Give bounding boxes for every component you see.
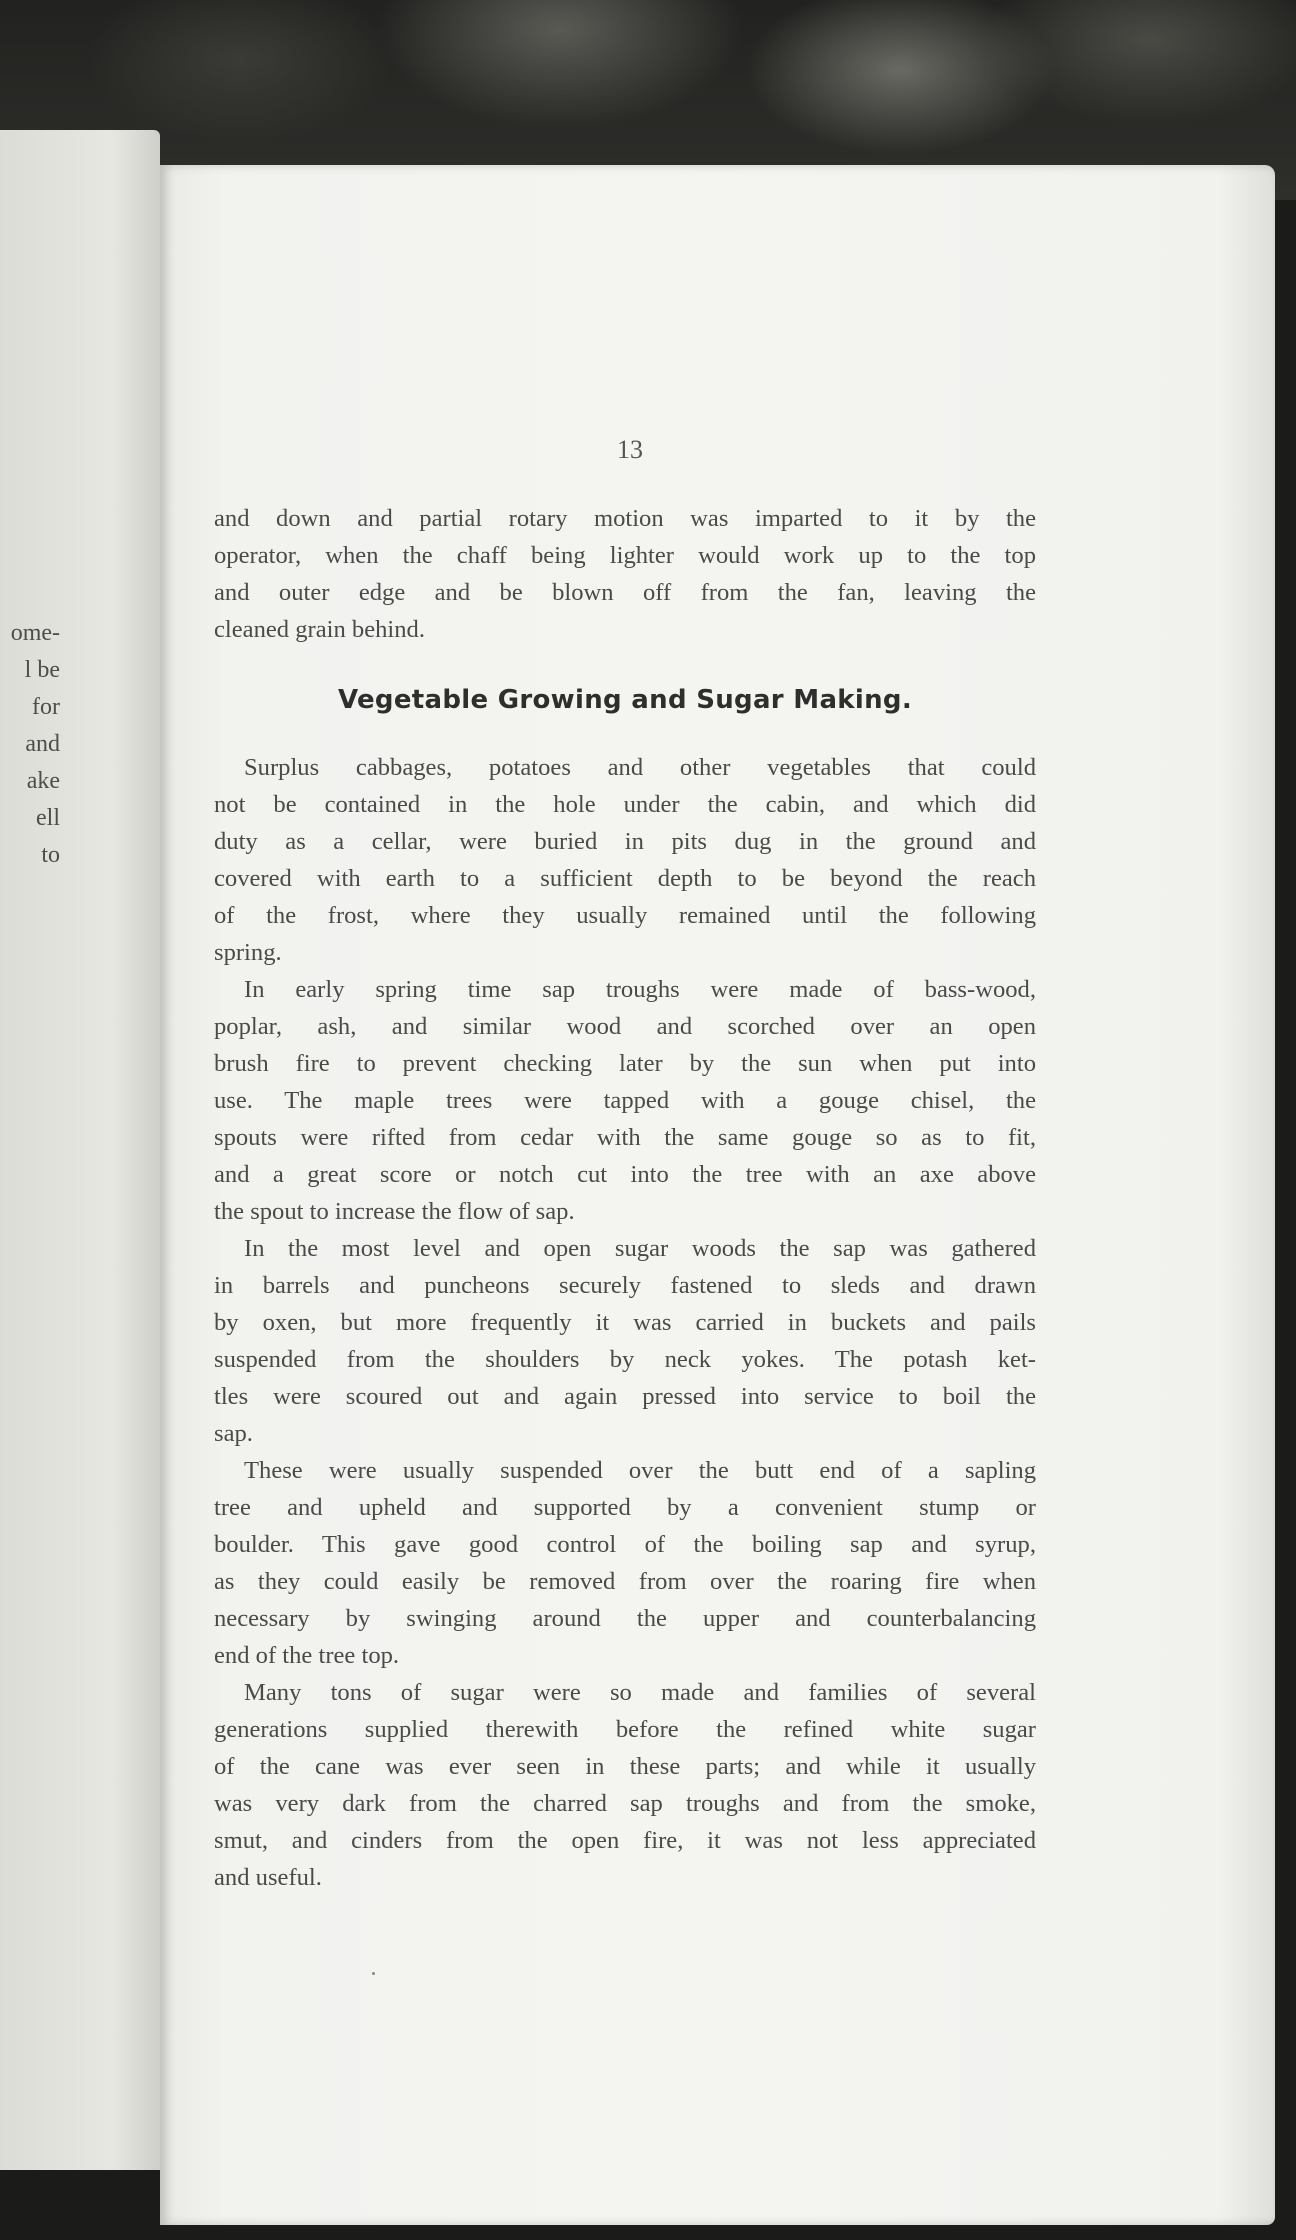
text-line: In the most level and open sugar woods the sap was gathered [244,1235,1036,1262]
text-line: and useful. [214,1864,322,1891]
section-heading: Vegetable Growing and Sugar Making. [338,685,912,715]
text-line: Many tons of sugar were so made and families of several [244,1679,1036,1706]
carryover-paragraph [214,500,1036,648]
left-fragment: ell [36,805,60,831]
text-line: tles were scoured out and again pressed into service to boil the [214,1383,1036,1410]
text-line: of the cane was ever seen in these parts; and while it usually [214,1753,1036,1780]
left-fragment: ome- [10,620,60,646]
left-fragment: l be [24,657,60,683]
text-line: spouts were rifted from cedar with the same gouge so as to fit, [214,1124,1036,1151]
left-page [0,130,160,2170]
text-line: not be contained in the hole under the cabin, and which did [214,791,1036,818]
text-line: as they could easily be removed from over the roaring fire when [214,1568,1036,1595]
text-line: by oxen, but more frequently it was carried in buckets and pails [214,1309,1036,1336]
text-line: smut, and cinders from the open fire, it was not less appreciated [214,1827,1036,1854]
text-line: Surplus cabbages, potatoes and other vegetables that could [244,754,1036,781]
text-line: spring. [214,939,282,966]
text-line: cleaned grain behind. [214,616,426,643]
text-line: and outer edge and be blown off from the fan, leaving the [214,579,1036,606]
paragraph [214,971,1036,1230]
text-line: In early spring time sap troughs were made of bass-wood, [244,976,1036,1003]
text-line: covered with earth to a sufficient depth to be beyond the reach [214,865,1036,892]
text-line: These were usually suspended over the butt end of a sapling [244,1457,1036,1484]
ink-speck [372,1972,375,1975]
text-line: operator, when the chaff being lighter would work up to the top [214,542,1036,569]
text-line: necessary by swinging around the upper and counterbalancing [214,1605,1036,1632]
left-fragment: to [41,842,60,868]
paragraph [214,749,1036,971]
text-line: poplar, ash, and similar wood and scorched over an open [214,1013,1036,1040]
text-line: was very dark from the charred sap troughs and from the smoke, [214,1790,1036,1817]
text-line: boulder. This gave good control of the boiling sap and syrup, [214,1531,1036,1558]
left-fragment: for [32,694,60,720]
text-line: in barrels and puncheons securely fastened to sleds and drawn [214,1272,1036,1299]
page-body [214,500,1036,1896]
text-line: duty as a cellar, were buried in pits dug in the ground and [214,828,1036,855]
text-line: the spout to increase the flow of sap. [214,1198,575,1225]
paragraph [214,1452,1036,1674]
text-line: and down and partial rotary motion was imparted to it by the [214,505,1036,532]
paragraph [214,1230,1036,1452]
text-line: and a great score or notch cut into the tree with an axe above [214,1161,1036,1188]
paragraph [214,1674,1036,1896]
page-number: 13 [617,435,643,464]
left-fragment: and [25,731,60,757]
left-fragment: ake [26,768,60,794]
left-page-text-fragments [0,615,60,874]
text-line: of the frost, where they usually remained until the following [214,902,1036,929]
text-line: tree and upheld and supported by a convenient stump or [214,1494,1036,1521]
text-line: sap. [214,1420,253,1447]
text-line: generations supplied therewith before the refined white sugar [214,1716,1036,1743]
text-line: end of the tree top. [214,1642,400,1669]
text-line: use. The maple trees were tapped with a gouge chisel, the [214,1087,1036,1114]
text-line: brush fire to prevent checking later by the sun when put into [214,1050,1036,1077]
text-line: suspended from the shoulders by neck yokes. The potash ket- [214,1346,1036,1373]
